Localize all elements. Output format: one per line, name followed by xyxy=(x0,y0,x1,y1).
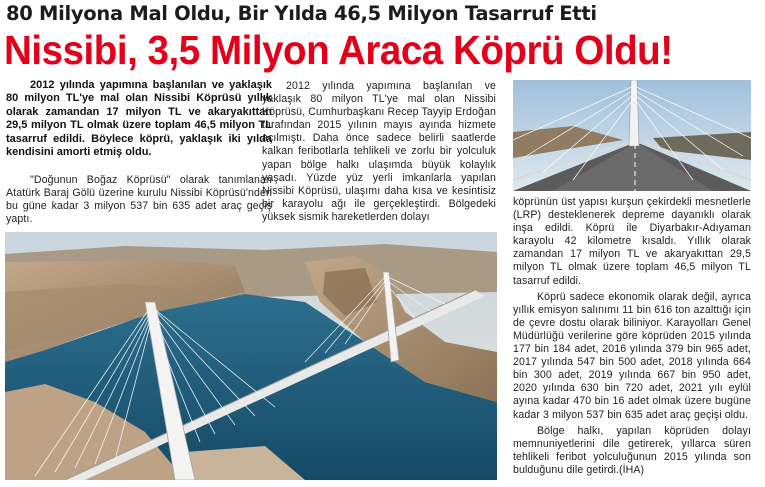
kicker-title: 80 Milyona Mal Oldu, Bir Yılda 46,5 Milyon Tasarruf Etti xyxy=(6,2,597,25)
headline: Nissibi, 3,5 Milyon Araca Köprü Oldu! xyxy=(4,27,673,73)
col3-paragraph-1: köprünün üst yapısı kurşun çekirdekli mesnetlerle (LRP) desteklenerek depreme dayanıklı olarak inşa edildi. Köprü ile Diyarbakır-Adıyaman karayolu 42 kilometre kısaldı. Yıllık olarak zamandan 17 milyon TL ve akaryakıttan 29,5 milyon TL olmak üzere toplam 46,5 milyon TL tasarruf edildi. xyxy=(513,196,751,287)
bridge-aerial-photo xyxy=(5,232,497,480)
col2-paragraph-1: 2012 yılında yapımına başlanılan ve yaklaşık 80 milyon TL'ye mal olan Nissibi Köprüsü, Cumhurbaşkanı Recep Tayyip Erdoğan tarafından 2015 yılının mayıs ayında hizmete açılmıştı. Daha önce sadece belirli saatlerde kalkan feribotlarla tehlikeli ve zorlu bir yolculuk yapan bölge halkı ulaşımda büyük kolaylık yaşadı. Yüzde yüz yerli imkanlarla yapılan Nissibi Köprüsü, ulaşımı daha kısa ve kesintisiz bir karayolu ağı ile gerçekleştirdi. Bölgedeki yüksek sismik hareketlerden dolayı xyxy=(262,80,496,223)
col3-paragraph-2: Köprü sadece ekonomik olarak değil, ayrıca yıllık emisyon salınımı 11 bin 616 ton azalttığı için de çevre dostu olarak biliniyor. Karayolları Genel Müdürlüğü verilerine göre köprüden 2015 yılında 177 bin 184 adet, 2016 yılında 379 bin 965 adet, 2017 yılında 547 bin 500 adet, 2018 yılında 664 bin 300 adet, 2019 yılında 667 bin 950 adet, 2020 yılında 630 bin 720 adet, 2021 yılı eylül ayına kadar 470 bin 16 adet olmak üzere bugüne kadar 3 milyon 537 bin 635 adet araç geçişi oldu. xyxy=(513,290,751,421)
col3-paragraph-3: Bölge halkı, yapılan köprüden dolayı memnuniyetlerini dile getirerek, yıllarca süren tehlikeli feribot yolculuğunun 2015 yılında son bulduğunu dile getirdi.(İHA) xyxy=(513,424,751,476)
column-2-body xyxy=(262,80,496,224)
lead-paragraph: 2012 yılında yapımına başlanılan ve yaklaşık 80 milyon TL'ye mal olan Nissibi Köprüsü yıllık olarak zamandan 17 milyon TL ve akaryakıttan 29,5 milyon TL olmak üzere toplam 46,5 milyon TL tasarruf edildi. Böylece köprü, yaklaşık iki yılda kendisini amorti etmiş oldu. xyxy=(6,79,272,159)
column-1-body xyxy=(6,174,272,226)
bridge-deck-photo xyxy=(513,80,751,191)
col1-paragraph-1: "Doğunun Boğaz Köprüsü" olarak tanımlanan Atatürk Baraj Gölü üzerine kurulu Nissibi Köprüsü'nden bu güne kadar 3 milyon 537 bin 635 adet araç geçiş yaptı. xyxy=(6,174,272,226)
column-3-body xyxy=(513,196,751,477)
